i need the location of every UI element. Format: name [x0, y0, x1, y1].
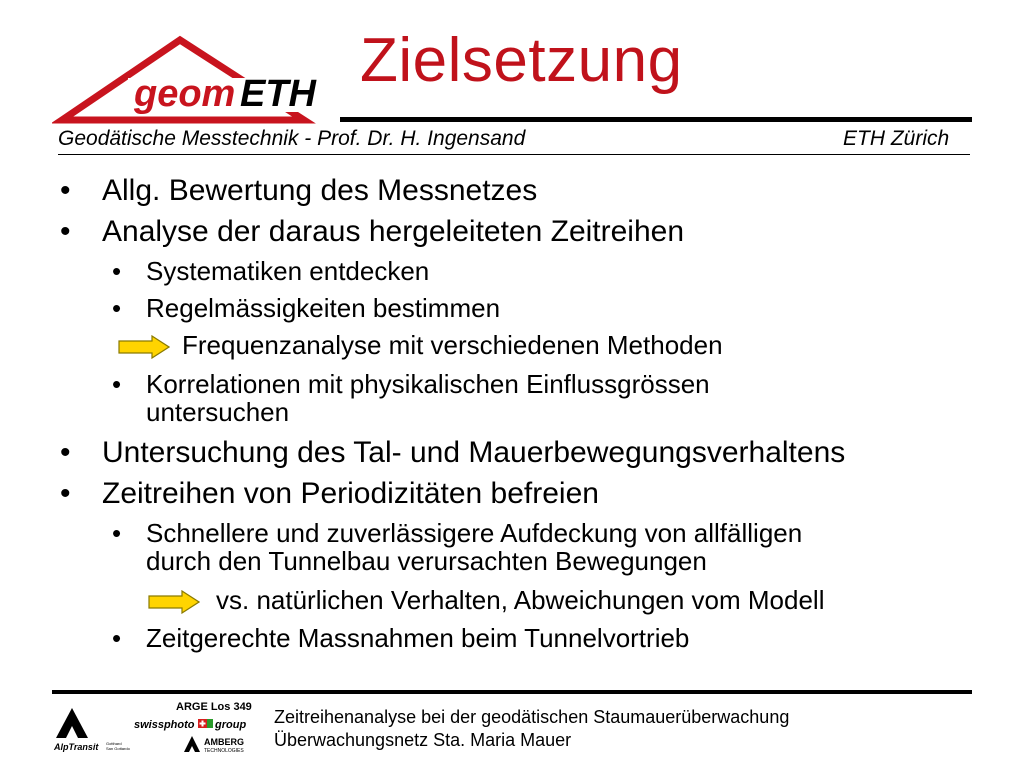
bullet-text: Systematiken entdecken — [146, 256, 430, 286]
bullet-text: Korrelationen mit physikalischen Einflussgrössen — [146, 369, 710, 399]
gotthard-text: Gotthard — [106, 741, 122, 746]
bullet-text: Schnellere und zuverlässigere Aufdeckung von allfälligen — [146, 518, 803, 548]
amberg-text: AMBERG — [204, 737, 244, 747]
logo-geom-text: geom — [134, 73, 236, 115]
header-subtitle-left: Geodätische Messtechnik - Prof. Dr. H. Ingensand — [58, 127, 526, 150]
amberg-technologies-text: TECHNOLOGIES — [204, 748, 244, 754]
bullet-marker: • — [112, 518, 122, 548]
footer-line-1: Zeitreihenanalyse bei der geodätischen Staumauerüberwachung — [274, 707, 790, 727]
bullet-marker: • — [112, 623, 122, 653]
header-subtitle-right: ETH Zürich — [843, 127, 950, 150]
header-divider — [58, 154, 970, 155]
bullet-text: Regelmässigkeiten bestimmen — [146, 293, 501, 323]
logo-eth-text: ETH — [240, 73, 316, 115]
bullet-marker: • — [112, 293, 122, 323]
footer-rule — [52, 690, 972, 694]
swissphoto-text: swissphoto — [134, 719, 195, 731]
footer-line-2: Überwachungsnetz Sta. Maria Mauer — [274, 730, 572, 750]
bullet-marker: • — [112, 369, 122, 399]
arrow-text: vs. natürlichen Verhalten, Abweichungen vom Modell — [216, 585, 825, 615]
bullet-text: Analyse der daraus hergeleiteten Zeitreihen — [102, 215, 685, 248]
arrow-text: Frequenzanalyse mit verschiedenen Methoden — [182, 330, 723, 360]
header-rule — [340, 117, 972, 122]
alptransit-text: AlpTransit — [54, 742, 99, 752]
bullet-marker: • — [60, 215, 71, 248]
arrow-right-icon — [118, 335, 170, 359]
bullet-text-continued: durch den Tunnelbau verursachten Bewegungen — [146, 546, 707, 576]
geometh-logo — [52, 34, 332, 124]
footer-logo-block — [52, 698, 262, 764]
bullet-text: Zeitreihen von Periodizitäten befreien — [102, 477, 599, 510]
bullet-marker: • — [112, 256, 122, 286]
bullet-text: Zeitgerechte Massnahmen beim Tunnelvortrieb — [146, 623, 690, 653]
arge-text: ARGE Los 349 — [176, 701, 252, 713]
arrow-right-icon — [148, 590, 200, 614]
swissphoto-logo — [134, 719, 246, 731]
group-text: group — [215, 719, 247, 731]
alptransit-logo — [53, 708, 131, 752]
bullet-text-continued: untersuchen — [146, 397, 290, 427]
bullet-marker: • — [60, 477, 71, 510]
bullet-marker: • — [60, 436, 71, 469]
bullet-text: Untersuchung des Tal- und Mauerbewegungsverhaltens — [102, 436, 846, 469]
page-title: Zielsetzung — [360, 26, 683, 95]
bullet-marker: • — [60, 174, 71, 207]
san-gottardo-text: San Gottardo — [106, 746, 130, 751]
bullet-text: Allg. Bewertung des Messnetzes — [102, 174, 538, 207]
amberg-logo — [184, 736, 244, 754]
